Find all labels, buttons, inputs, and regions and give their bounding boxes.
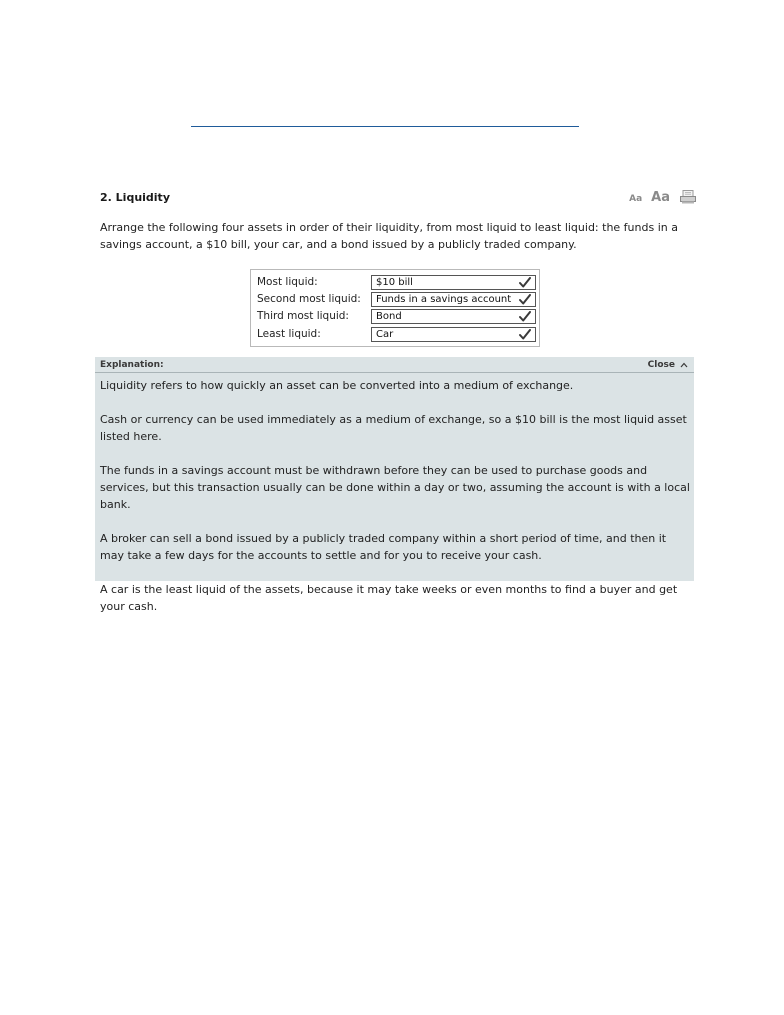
explanation-header	[95, 357, 694, 373]
answer-label: Least liquid:	[257, 328, 321, 340]
answer-value: Funds in a savings account	[376, 294, 512, 305]
explanation-paragraph: A car is the least liquid of the assets, because it may take weeks or even months to find a buyer and get your cash.	[100, 583, 678, 613]
check-icon	[519, 311, 531, 322]
explanation-body	[100, 377, 690, 615]
print-icon[interactable]	[680, 190, 696, 204]
answer-label: Second most liquid:	[257, 293, 361, 305]
decrease-font-button[interactable]: Aa	[629, 194, 643, 204]
answer-row-third-most-liquid	[257, 309, 539, 325]
check-icon	[519, 329, 531, 340]
answer-row-second-most-liquid	[257, 292, 539, 308]
explanation-paragraph: A broker can sell a bond issued by a publicly traded company within a short period of time, and then it may take a few days for the accounts to settle and for you to receive your cash.	[100, 532, 667, 562]
text-tools	[629, 190, 696, 204]
answer-dropdown[interactable]	[371, 327, 536, 342]
check-icon	[519, 277, 531, 288]
question-title: 2. Liquidity	[100, 191, 170, 204]
answer-dropdown[interactable]	[371, 309, 536, 324]
answer-row-most-liquid	[257, 275, 539, 291]
answer-value: Bond	[376, 311, 402, 322]
explanation-panel	[95, 357, 694, 613]
answer-dropdown[interactable]	[371, 292, 536, 307]
answer-dropdown[interactable]	[371, 275, 536, 290]
answer-value: $10 bill	[376, 277, 413, 288]
question-instructions: Arrange the following four assets in order of their liquidity, from most liquid to least liquid: the funds in a savings account, a $10 bill, your car, and a bond issued by a publicly traded company.	[100, 221, 678, 251]
explanation-paragraph: Liquidity refers to how quickly an asset can be converted into a medium of exchange.	[100, 379, 574, 392]
answer-value: Car	[376, 329, 394, 340]
answer-box	[250, 269, 540, 347]
answer-row-least-liquid	[257, 327, 539, 343]
check-icon	[519, 294, 531, 305]
close-explanation-button[interactable]	[648, 360, 688, 370]
increase-font-button[interactable]: Aa	[651, 190, 670, 205]
explanation-title: Explanation:	[100, 360, 164, 370]
answer-label: Most liquid:	[257, 276, 318, 288]
top-divider	[191, 126, 579, 127]
question-header	[100, 190, 696, 210]
explanation-paragraph: The funds in a savings account must be withdrawn before they can be used to purchase goods and services, but this transaction usually can be done within a day or two, assuming the account is with a local bank.	[100, 464, 690, 511]
close-label: Close	[647, 360, 675, 370]
chevron-up-icon	[680, 362, 688, 368]
answer-label: Third most liquid:	[257, 310, 349, 322]
explanation-paragraph: Cash or currency can be used immediately as a medium of exchange, so a $10 bill is the most liquid asset listed here.	[100, 413, 687, 443]
